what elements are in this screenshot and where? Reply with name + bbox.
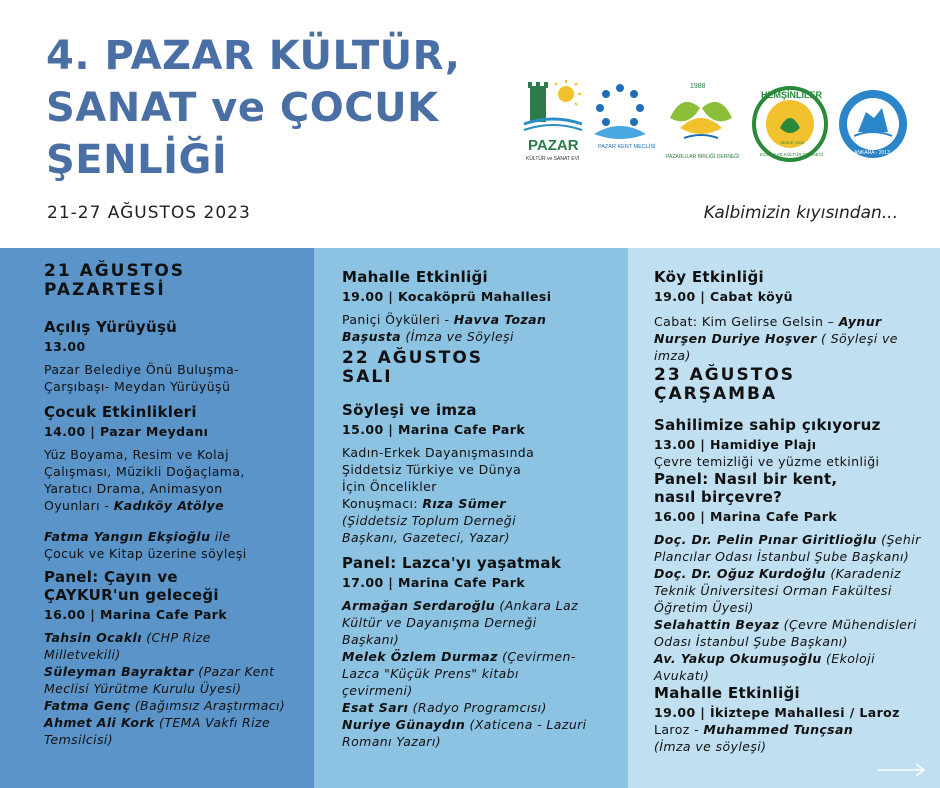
- event-title: Sahilimize sahip çıkıyoruz: [654, 416, 881, 434]
- page-title: [46, 30, 460, 186]
- event-desc: Çevre temizliği ve yüzme etkinliği: [654, 454, 880, 469]
- day-column-21: [0, 248, 314, 788]
- program-columns: [0, 248, 940, 788]
- day-column-22: [314, 248, 628, 788]
- speaker: Ahmet Ali Kork (TEMA Vakfı Rize Temsilcisi): [44, 715, 271, 747]
- day-heading: 23 AĞUSTOS ÇARŞAMBA: [654, 365, 796, 404]
- speaker-list: [654, 531, 922, 684]
- speaker: Tahsin Ocaklı (CHP Rize Milletvekili): [44, 630, 211, 662]
- svg-text:HEMŞİNLİLER: HEMŞİNLİLER: [761, 90, 823, 100]
- svg-text:PAZAR KENT MECLİSİ: PAZAR KENT MECLİSİ: [598, 144, 656, 150]
- arrow-right-icon: [876, 760, 928, 780]
- event-title: Çocuk Etkinlikleri: [44, 403, 197, 421]
- title-line-3: ŞENLİĞİ: [46, 137, 228, 183]
- day-heading: 21 AĞUSTOS PAZARTESİ: [44, 261, 186, 300]
- speaker: Armağan Serdaroğlu (Ankara Laz Kültür ve Dayanışma Derneği Başkanı): [342, 598, 579, 647]
- speaker: Av. Yakup Okumuşoğlu (Ekoloji Avukatı): [654, 651, 875, 683]
- svg-text:EĞİTİM VE KÜLTÜR DERNEĞİ: EĞİTİM VE KÜLTÜR DERNEĞİ: [760, 152, 824, 157]
- speaker: Nuriye Günaydın (Xaticena - Lazuri Romanı Yazarı): [342, 717, 587, 749]
- event-time: 13.00: [44, 339, 86, 354]
- event-title: Mahalle Etkinliği: [654, 684, 801, 702]
- svg-text:ANKARA - 2013: ANKARA - 2013: [854, 150, 890, 156]
- svg-text:1988: 1988: [690, 83, 706, 90]
- day-column-23: [628, 248, 940, 788]
- speaker: Doç. Dr. Oğuz Kurdoğlu (Karadeniz Teknik Üniversitesi Orman Fakültesi Öğretim Üyesi): [654, 566, 902, 615]
- event-desc: Laroz - Muhammed Tunçsan (İmza ve söyleşi): [654, 722, 854, 754]
- svg-text:PAZARLILAR BİRLİĞİ DERNEĞİ: PAZARLILAR BİRLİĞİ DERNEĞİ: [666, 154, 740, 160]
- event-desc: Fatma Yangın Ekşioğlu ile Çocuk ve Kitap üzerine söyleşi: [44, 529, 247, 561]
- event-dates: 21-27 AĞUSTOS 2023: [47, 203, 251, 223]
- pazarlilar-dernegi-logo: [662, 78, 742, 170]
- day-heading: 22 AĞUSTOS SALI: [342, 348, 484, 387]
- event-time: 16.00 | Marina Cafe Park: [44, 607, 228, 622]
- event-time: 15.00 | Marina Cafe Park: [342, 422, 526, 437]
- event-time: 14.00 | Pazar Meydanı: [44, 424, 209, 439]
- event-time: 16.00 | Marina Cafe Park: [654, 509, 838, 524]
- event-title: Söyleşi ve imza: [342, 401, 477, 419]
- title-line-2: SANAT ve ÇOCUK: [46, 85, 439, 131]
- event-desc: Paniçi Öyküleri - Havva Tozan Başusta (İmza ve Söyleşi: [342, 312, 547, 344]
- speaker-list: [44, 629, 294, 748]
- event-title: Mahalle Etkinliği: [342, 268, 489, 286]
- speaker: Selahattin Beyaz (Çevre Mühendisleri Odası İstanbul Şube Başkanı): [654, 617, 917, 649]
- title-line-1: 4. PAZAR KÜLTÜR,: [46, 33, 461, 79]
- event-time: 19.00 | İkiztepe Mahallesi / Laroz: [654, 705, 900, 720]
- event-time: 19.00 | Kocaköprü Mahallesi: [342, 289, 552, 304]
- event-title: Açılış Yürüyüşü: [44, 318, 178, 336]
- event-desc: Kadın-Erkek Dayanışmasında Şiddetsiz Türkiye ve Dünya İçin Öncelikler Konuşmacı: Rıza Sümer (Şiddetsiz Toplum Derneği Başkanı, Gazeteci, Yazar): [342, 445, 535, 545]
- event-title: Panel: Lazca'yı yaşatmak: [342, 554, 562, 572]
- event-title: Panel: Çayın ve ÇAYKUR'un geleceği: [44, 568, 219, 604]
- svg-text:PAZAR: PAZAR: [528, 137, 579, 154]
- speaker: Doç. Dr. Pelin Pınar Giritlioğlu (Şehir Plancılar Odası İstanbul Şube Başkanı): [654, 532, 921, 564]
- speaker: Süleyman Bayraktar (Pazar Kent Meclisi Yürütme Kurulu Üyesi): [44, 664, 275, 696]
- speaker-list: [342, 597, 610, 750]
- svg-text:SENDE 1968: SENDE 1968: [780, 140, 804, 145]
- kent-meclisi-logo: [584, 78, 656, 170]
- header: [0, 0, 940, 248]
- pazar-kultur-logo: [520, 78, 586, 170]
- hemsinliler-logo: [750, 78, 830, 170]
- svg-text:KÜLTÜR ve SANAT EVİ: KÜLTÜR ve SANAT EVİ: [526, 156, 580, 162]
- ankara-dernek-logo: [836, 78, 910, 170]
- event-title: Köy Etkinliği: [654, 268, 764, 286]
- speaker: Fatma Genç (Bağımsız Araştırmacı): [44, 698, 286, 713]
- event-time: 13.00 | Hamidiye Plajı: [654, 437, 817, 452]
- event-title: Panel: Nasıl bir kent, nasıl birçevre?: [654, 470, 838, 506]
- speaker: Melek Özlem Durmaz (Çevirmen- Lazca "Küçük Prens" kitabı çevirmeni): [342, 649, 576, 698]
- event-time: 17.00 | Marina Cafe Park: [342, 575, 526, 590]
- event-time: 19.00 | Cabat köyü: [654, 289, 793, 304]
- speaker: Esat Sarı (Radyo Programcısı): [342, 700, 547, 715]
- sponsor-logos: [520, 78, 910, 170]
- slogan: Kalbimizin kıyısından...: [703, 203, 898, 223]
- event-desc: Cabat: Kim Gelirse Gelsin – Aynur Nurşen Duriye Hoşver ( Söyleşi ve imza): [654, 314, 898, 363]
- event-desc: Yüz Boyama, Resim ve Kolaj Çalışması, Müzikli Doğaçlama, Yaratıcı Drama, Animasyon Oyunları - Kadıköy Atölye: [44, 447, 245, 513]
- event-desc: Pazar Belediye Önü Buluşma- Çarşıbaşı- Meydan Yürüyüşü: [44, 362, 240, 394]
